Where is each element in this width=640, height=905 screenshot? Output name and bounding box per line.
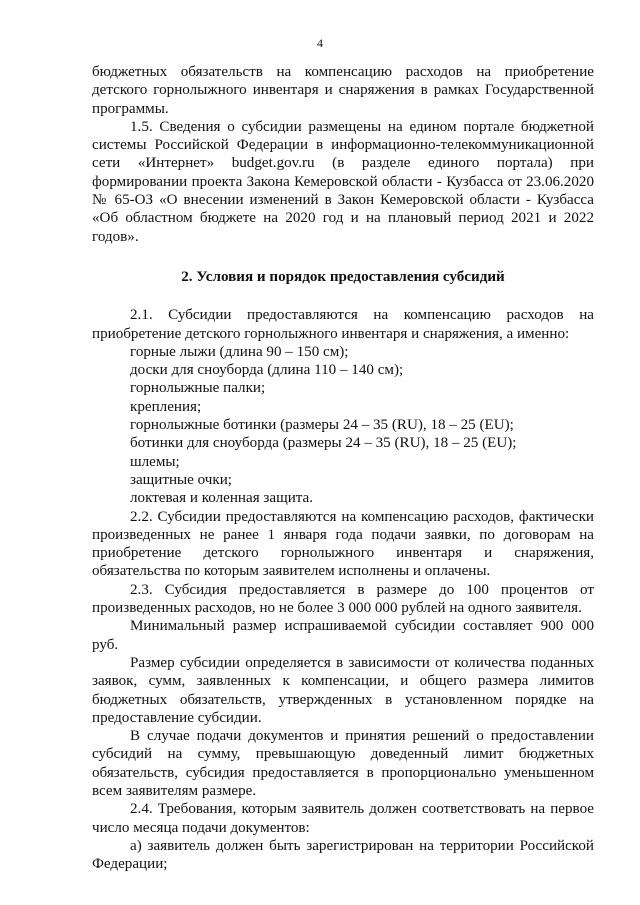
list-item: шлемы; (130, 453, 180, 470)
list-item: защитные очки; (130, 471, 233, 488)
paragraph-1-5: 1.5. Сведения о субсидии размещены на едином портале бюджетной системы Российской Федерации в информационно-телекоммуникационной сети «Интернет» budget.gov.ru (в разделе единого портала) при формировании проекта Закона Кемеровской области - Кузбасса от 23.06.2020 № 65-ОЗ «О внесении изменений в Закон Кемеровской области - Кузбасса «Об областном бюджете на 2020 год и на плановый период 2021 и 2022 годов». (92, 118, 594, 245)
list-item: крепления; (130, 398, 202, 415)
list-item: локтевая и коленная защита. (130, 490, 314, 507)
paragraph-2-2: 2.2. Субсидии предоставляются на компенсацию расходов, фактически произведенных не ранее 1 января года подачи заявки, по договорам на приобретение детского горнолыжного инвентаря и снаряжения, обязательства по которым заявителем исполнены и оплачены. (92, 508, 594, 580)
paragraph-requirement-a: а) заявитель должен быть зарегистрирован на территории Российской Федерации; (92, 837, 594, 873)
document-body (92, 63, 594, 873)
list-item: доски для сноуборда (длина 110 – 140 см); (130, 362, 404, 379)
paragraph-continuation: бюджетных обязательств на компенсацию расходов на приобретение детского горнолыжного инвентаря и снаряжения в рамках Государственной программы. (92, 64, 594, 117)
list-item: горные лыжи (длина 90 – 150 см); (130, 343, 349, 360)
paragraph-subsidy-size: Размер субсидии определяется в зависимости от количества поданных заявок, сумм, заявленных к компенсации, и общего размера лимитов бюджетных обязательств, утвержденных в установленном порядке на предоставление субсидии. (92, 654, 594, 726)
page-number: 4 (317, 36, 323, 50)
section-heading: 2. Условия и порядок предоставления субсидий (181, 268, 505, 285)
paragraph-2-4: 2.4. Требования, которым заявитель должен соответствовать на первое число месяца подачи документов: (92, 801, 594, 836)
list-item: ботинки для сноуборда (размеры 24 – 35 (RU), 18 – 25 (EU); (130, 435, 517, 452)
paragraph-2-1: 2.1. Субсидии предоставляются на компенсацию расходов на приобретение детского горнолыжного инвентаря и снаряжения, а именно: (92, 307, 594, 342)
list-item: горнолыжные палки; (130, 380, 266, 397)
list-item: горнолыжные ботинки (размеры 24 – 35 (RU), 18 – 25 (EU); (130, 417, 514, 434)
paragraph-minimum-subsidy: Минимальный размер испрашиваемой субсидии составляет 900 000 руб. (92, 618, 594, 653)
paragraph-2-3: 2.3. Субсидия предоставляется в размере до 100 процентов от произведенных расходов, но не более 3 000 000 рублей на одного заявителя. (92, 581, 594, 617)
paragraph-limit-exceeded: В случае подачи документов и принятия решений о предоставлении субсидий на сумму, превышающую доведенный лимит бюджетных обязательств, субсидия предоставляется в пропорционально уменьшенном всем заявителям размере. (92, 728, 594, 799)
